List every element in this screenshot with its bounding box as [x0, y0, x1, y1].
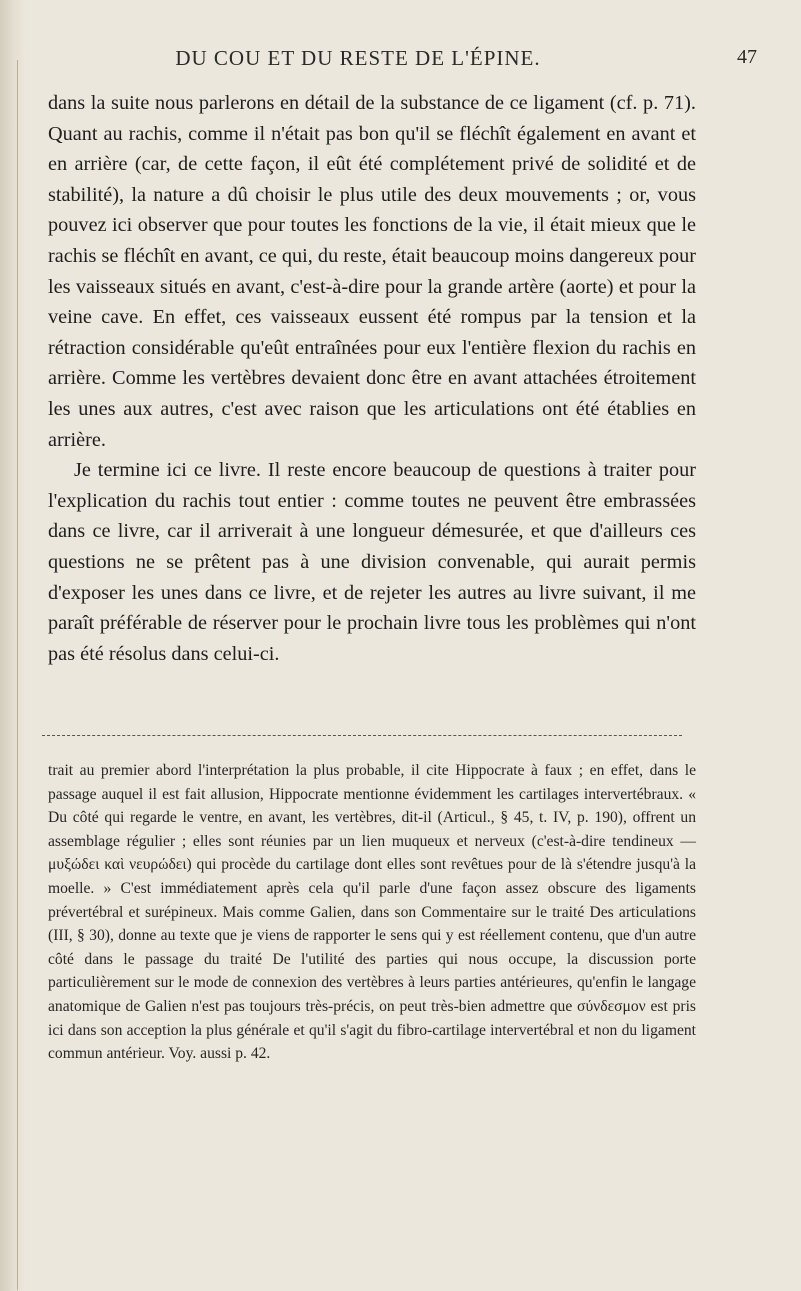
main-text — [48, 88, 696, 669]
page-number: 47 — [737, 46, 757, 68]
footnote-text: trait au premier abord l'interprétation la plus probable, il cite Hippocrate à faux ; en effet, dans le passage auquel il est fait allusion, Hippocrate mentionne évidemment les cartilages intervertébraux. « Du côté qui regarde le ventre, en avant, les vertèbres, dit-il (Articul., § 45, t. IV, p. 190), offrent un assemblage régulier ; elles sont réunies par un lien muqueux et nerveux (c'est-à-dire tendineux — μυξώδει καὶ νευρώδει) qui procède du cartilage dont elles sont revêtues pour de là s'étendre jusqu'à la moelle. » C'est immédiatement après cela qu'il parle d'une façon assez obscure des ligaments prévertébral et surépineux. Mais comme Galien, dans son Commentaire sur le traité Des articulations (III, § 30), donne au texte que je viens de rapporter le sens qui y est réellement contenu, que d'un autre côté dans le passage du traité De l'utilité des parties qui nous occupe, la discussion porte particulièrement sur le mode de connexion des vertèbres à leurs parties antérieures, qu'enfin le langage anatomique de Galien n'est pas toujours très-précis, on peut très-bien admettre que σύνδεσμον est pris ici dans son acception la plus générale et qu'il s'agit du fibro-cartilage intervertébral et non du ligament commun antérieur. Voy. aussi p. 42. — [48, 762, 696, 1063]
paragraph-2: Je termine ici ce livre. Il reste encore beaucoup de questions à traiter pour l'explication du rachis tout entier : comme toutes ne peuvent être embrassées dans ce livre, car il arriverait à une longueur démesurée, et que d'ailleurs ces questions ne se prêtent pas à une division convenable, qui aurait permis d'exposer les unes dans ce livre, et de rejeter les autres au livre suivant, il me paraît préférable de réserver pour le prochain livre tous les problèmes qui n'ont pas été résolus dans celui-ci. — [48, 459, 696, 665]
page-header — [0, 44, 801, 76]
page-gutter — [0, 0, 26, 1291]
gutter-edge — [17, 60, 18, 1290]
running-head: DU COU ET DU RESTE DE L'ÉPINE. — [175, 46, 541, 70]
paragraph-1: dans la suite nous parlerons en détail de la substance de ce ligament (cf. p. 71). Quant au rachis, comme il n'était pas bon qu'il se fléchît également en avant et en arrière (car, de cette façon, il eût été complétement privé de solidité et de stabilité), la nature a dû choisir le plus utile des deux mouvements ; or, vous pouvez ici observer que pour toutes les fonctions de la vie, il était mieux que le rachis se fléchît en avant, ce qui, du reste, était beaucoup moins dangereux pour les vaisseaux situés en avant, c'est-à-dire pour la grande artère (aorte) et pour la veine cave. En effet, ces vaisseaux eussent été rompus par la tension et la rétraction considérable qu'eût entraînées pour eux l'entière flexion du rachis en arrière. Comme les vertèbres devaient donc être en avant attachées étroitement les unes aux autres, c'est avec raison que les articulations ont été établies en arrière. — [48, 92, 696, 451]
footnote — [48, 759, 696, 1066]
footnote-separator — [42, 735, 682, 737]
